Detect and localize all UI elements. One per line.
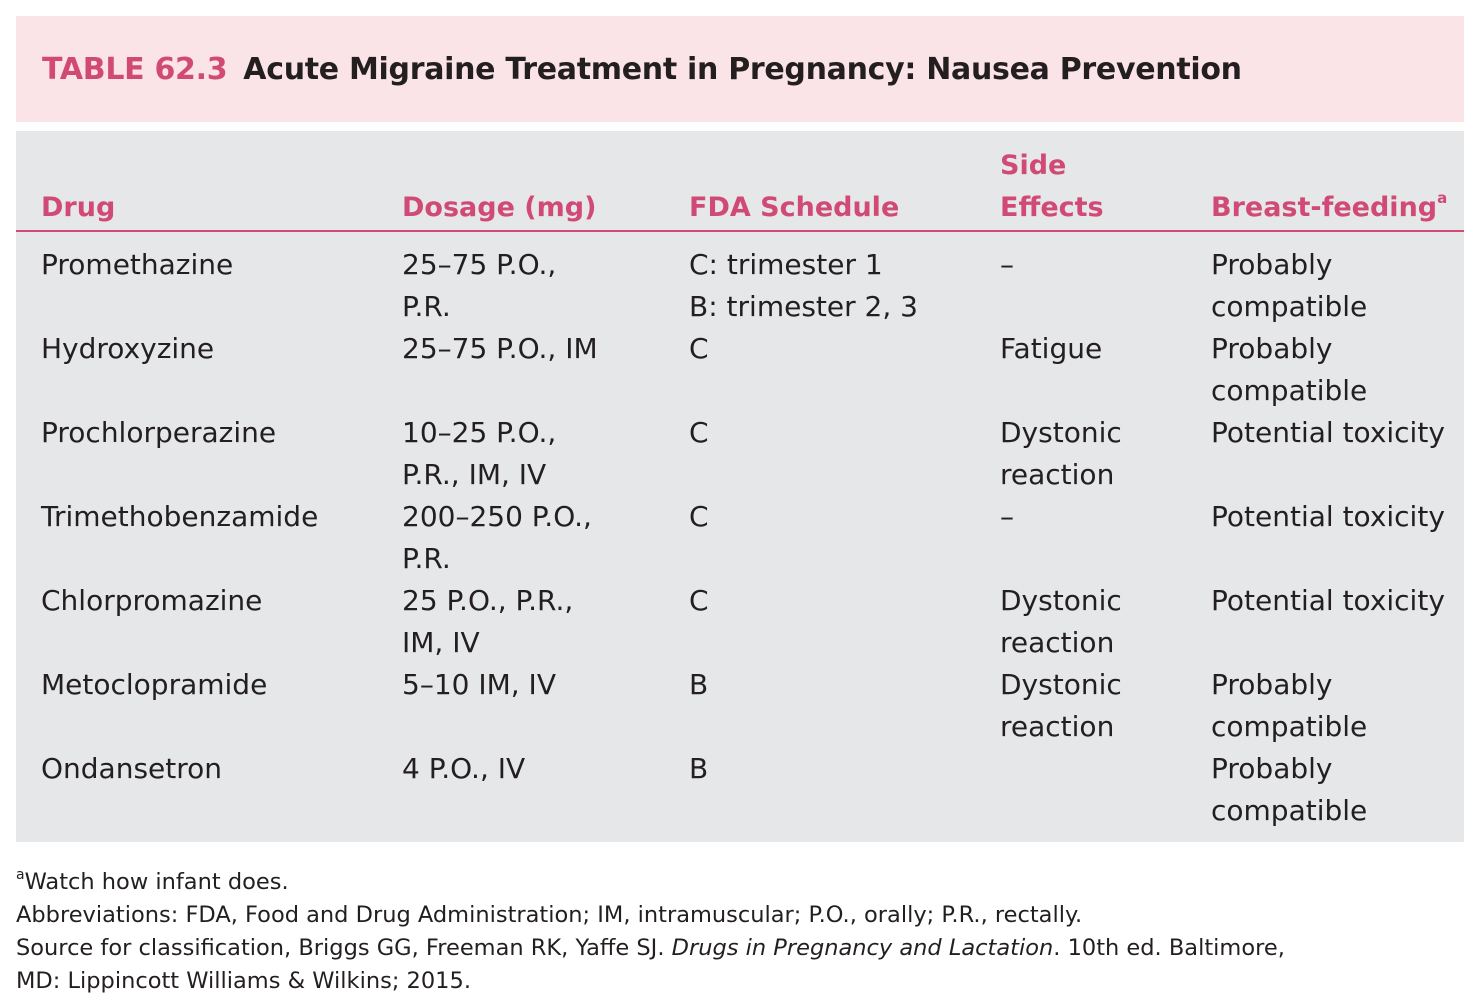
cell-breast-feeding [1211,664,1367,748]
cell-side-effects-line: – [1000,500,1014,533]
cell-drug: Ondansetron [41,752,223,785]
cell-dosage-line: IM, IV [402,626,480,659]
cell-drug: Hydroxyzine [41,332,215,365]
cell-fda-schedule-line: C [689,584,709,617]
table-row [16,496,1464,580]
cell-fda-schedule-line: C [689,332,709,365]
cell-breast-feeding-line: compatible [1211,710,1368,743]
cell-dosage-line: 4 P.O., IV [402,752,526,785]
cell-side-effects [1000,580,1122,664]
cell-side-effects-line: – [1000,248,1014,281]
cell-side-effects [1000,664,1122,748]
cell-fda-schedule [689,580,709,622]
source-prefix: Source for classification, Briggs GG, Freeman RK, Yaffe SJ. [16,935,672,961]
cell-breast-feeding-line: Potential toxicity [1211,500,1445,533]
table-title [42,52,1242,87]
cell-fda-schedule [689,496,709,538]
cell-side-effects-line: Dystonic [1000,584,1122,617]
source-note-line2: MD: Lippincott Williams & Wilkins; 2015. [16,968,471,994]
cell-fda-schedule [689,244,918,328]
table-heading: Acute Migraine Treatment in Pregnancy: Nausea Prevention [243,52,1242,87]
cell-side-effects [1000,496,1014,538]
cell-dosage-line: 25–75 P.O., IM [402,332,598,365]
source-title: Drugs in Pregnancy and Lactation [671,935,1054,961]
cell-fda-schedule-line: C [689,416,709,449]
source-suffix: . 10th ed. Baltimore, [1053,935,1285,961]
cell-dosage-line: 200–250 P.O., [402,500,592,533]
header-drug: Drug [41,192,116,223]
header-breast-feeding-label: Breast-feeding [1211,192,1438,223]
cell-side-effects [1000,412,1122,496]
table-header-row [16,131,1464,229]
cell-dosage [402,328,598,370]
table-number: TABLE 62.3 [42,52,228,87]
table-row [16,328,1464,412]
cell-dosage-line: 10–25 P.O., [402,416,557,449]
cell-breast-feeding-line: compatible [1211,290,1368,323]
cell-fda-schedule [689,748,708,790]
cell-breast-feeding [1211,328,1367,412]
cell-dosage-line: 5–10 IM, IV [402,668,556,701]
cell-breast-feeding-line: Probably [1211,248,1333,281]
header-dosage: Dosage (mg) [402,192,597,223]
cell-breast-feeding [1211,496,1445,538]
cell-side-effects [1000,328,1102,370]
cell-dosage-line: 25–75 P.O., [402,248,557,281]
cell-fda-schedule [689,664,708,706]
header-breast-feeding-footnote-marker: a [1437,189,1448,207]
cell-fda-schedule-line: B: trimester 2, 3 [689,290,918,323]
cell-side-effects-line: Dystonic [1000,416,1122,449]
cell-dosage [402,244,556,328]
cell-breast-feeding-line: compatible [1211,794,1368,827]
footnote-a-marker: a [16,867,25,883]
cell-drug: Trimethobenzamide [41,500,319,533]
cell-drug: Chlorpromazine [41,584,263,617]
cell-breast-feeding-line: Potential toxicity [1211,416,1445,449]
header-side-effects-line1: Side [1000,150,1067,181]
header-side-effects-line2: Effects [1000,192,1104,223]
cell-drug: Promethazine [41,248,234,281]
cell-dosage-line: P.R., IM, IV [402,458,547,491]
footnotes [16,866,1285,998]
cell-drug: Prochlorperazine [41,416,277,449]
header-fda-schedule: FDA Schedule [689,192,900,223]
data-table [16,131,1464,842]
table-row [16,664,1464,748]
cell-side-effects [1000,244,1014,286]
cell-dosage-line: 25 P.O., P.R., [402,584,574,617]
header-divider [16,230,1464,232]
cell-breast-feeding-line: Probably [1211,332,1333,365]
table-row [16,748,1464,832]
cell-dosage [402,748,525,790]
cell-fda-schedule [689,328,709,370]
cell-side-effects-line: Fatigue [1000,332,1103,365]
cell-dosage [402,664,556,706]
cell-fda-schedule-line: B [689,668,709,701]
title-bar [16,16,1464,122]
abbreviations-note: Abbreviations: FDA, Food and Drug Administration; IM, intramuscular; P.O., orally; P.R., rectally. [16,902,1083,928]
footnote-a-text: Watch how infant does. [24,869,289,895]
cell-side-effects-line: reaction [1000,710,1115,743]
header-side-effects [1000,145,1104,229]
table-row [16,580,1464,664]
footnote-a [16,866,1285,899]
table-row [16,244,1464,328]
cell-breast-feeding-line: Potential toxicity [1211,584,1445,617]
cell-breast-feeding-line: compatible [1211,374,1368,407]
cell-side-effects-line: reaction [1000,626,1115,659]
header-breast-feeding [1211,187,1447,229]
cell-dosage-line: P.R. [402,290,451,323]
table-row [16,412,1464,496]
cell-side-effects-line: Dystonic [1000,668,1122,701]
cell-side-effects-line: reaction [1000,458,1115,491]
cell-breast-feeding [1211,580,1445,622]
cell-fda-schedule [689,412,709,454]
cell-breast-feeding [1211,412,1445,454]
cell-fda-schedule-line: B [689,752,709,785]
cell-dosage [402,580,573,664]
cell-breast-feeding-line: Probably [1211,752,1333,785]
cell-breast-feeding [1211,244,1367,328]
cell-drug: Metoclopramide [41,668,268,701]
cell-dosage [402,412,556,496]
cell-fda-schedule-line: C [689,500,709,533]
cell-fda-schedule-line: C: trimester 1 [689,248,883,281]
cell-dosage-line: P.R. [402,542,451,575]
source-note [16,932,1285,965]
cell-breast-feeding-line: Probably [1211,668,1333,701]
cell-breast-feeding [1211,748,1367,832]
cell-dosage [402,496,592,580]
